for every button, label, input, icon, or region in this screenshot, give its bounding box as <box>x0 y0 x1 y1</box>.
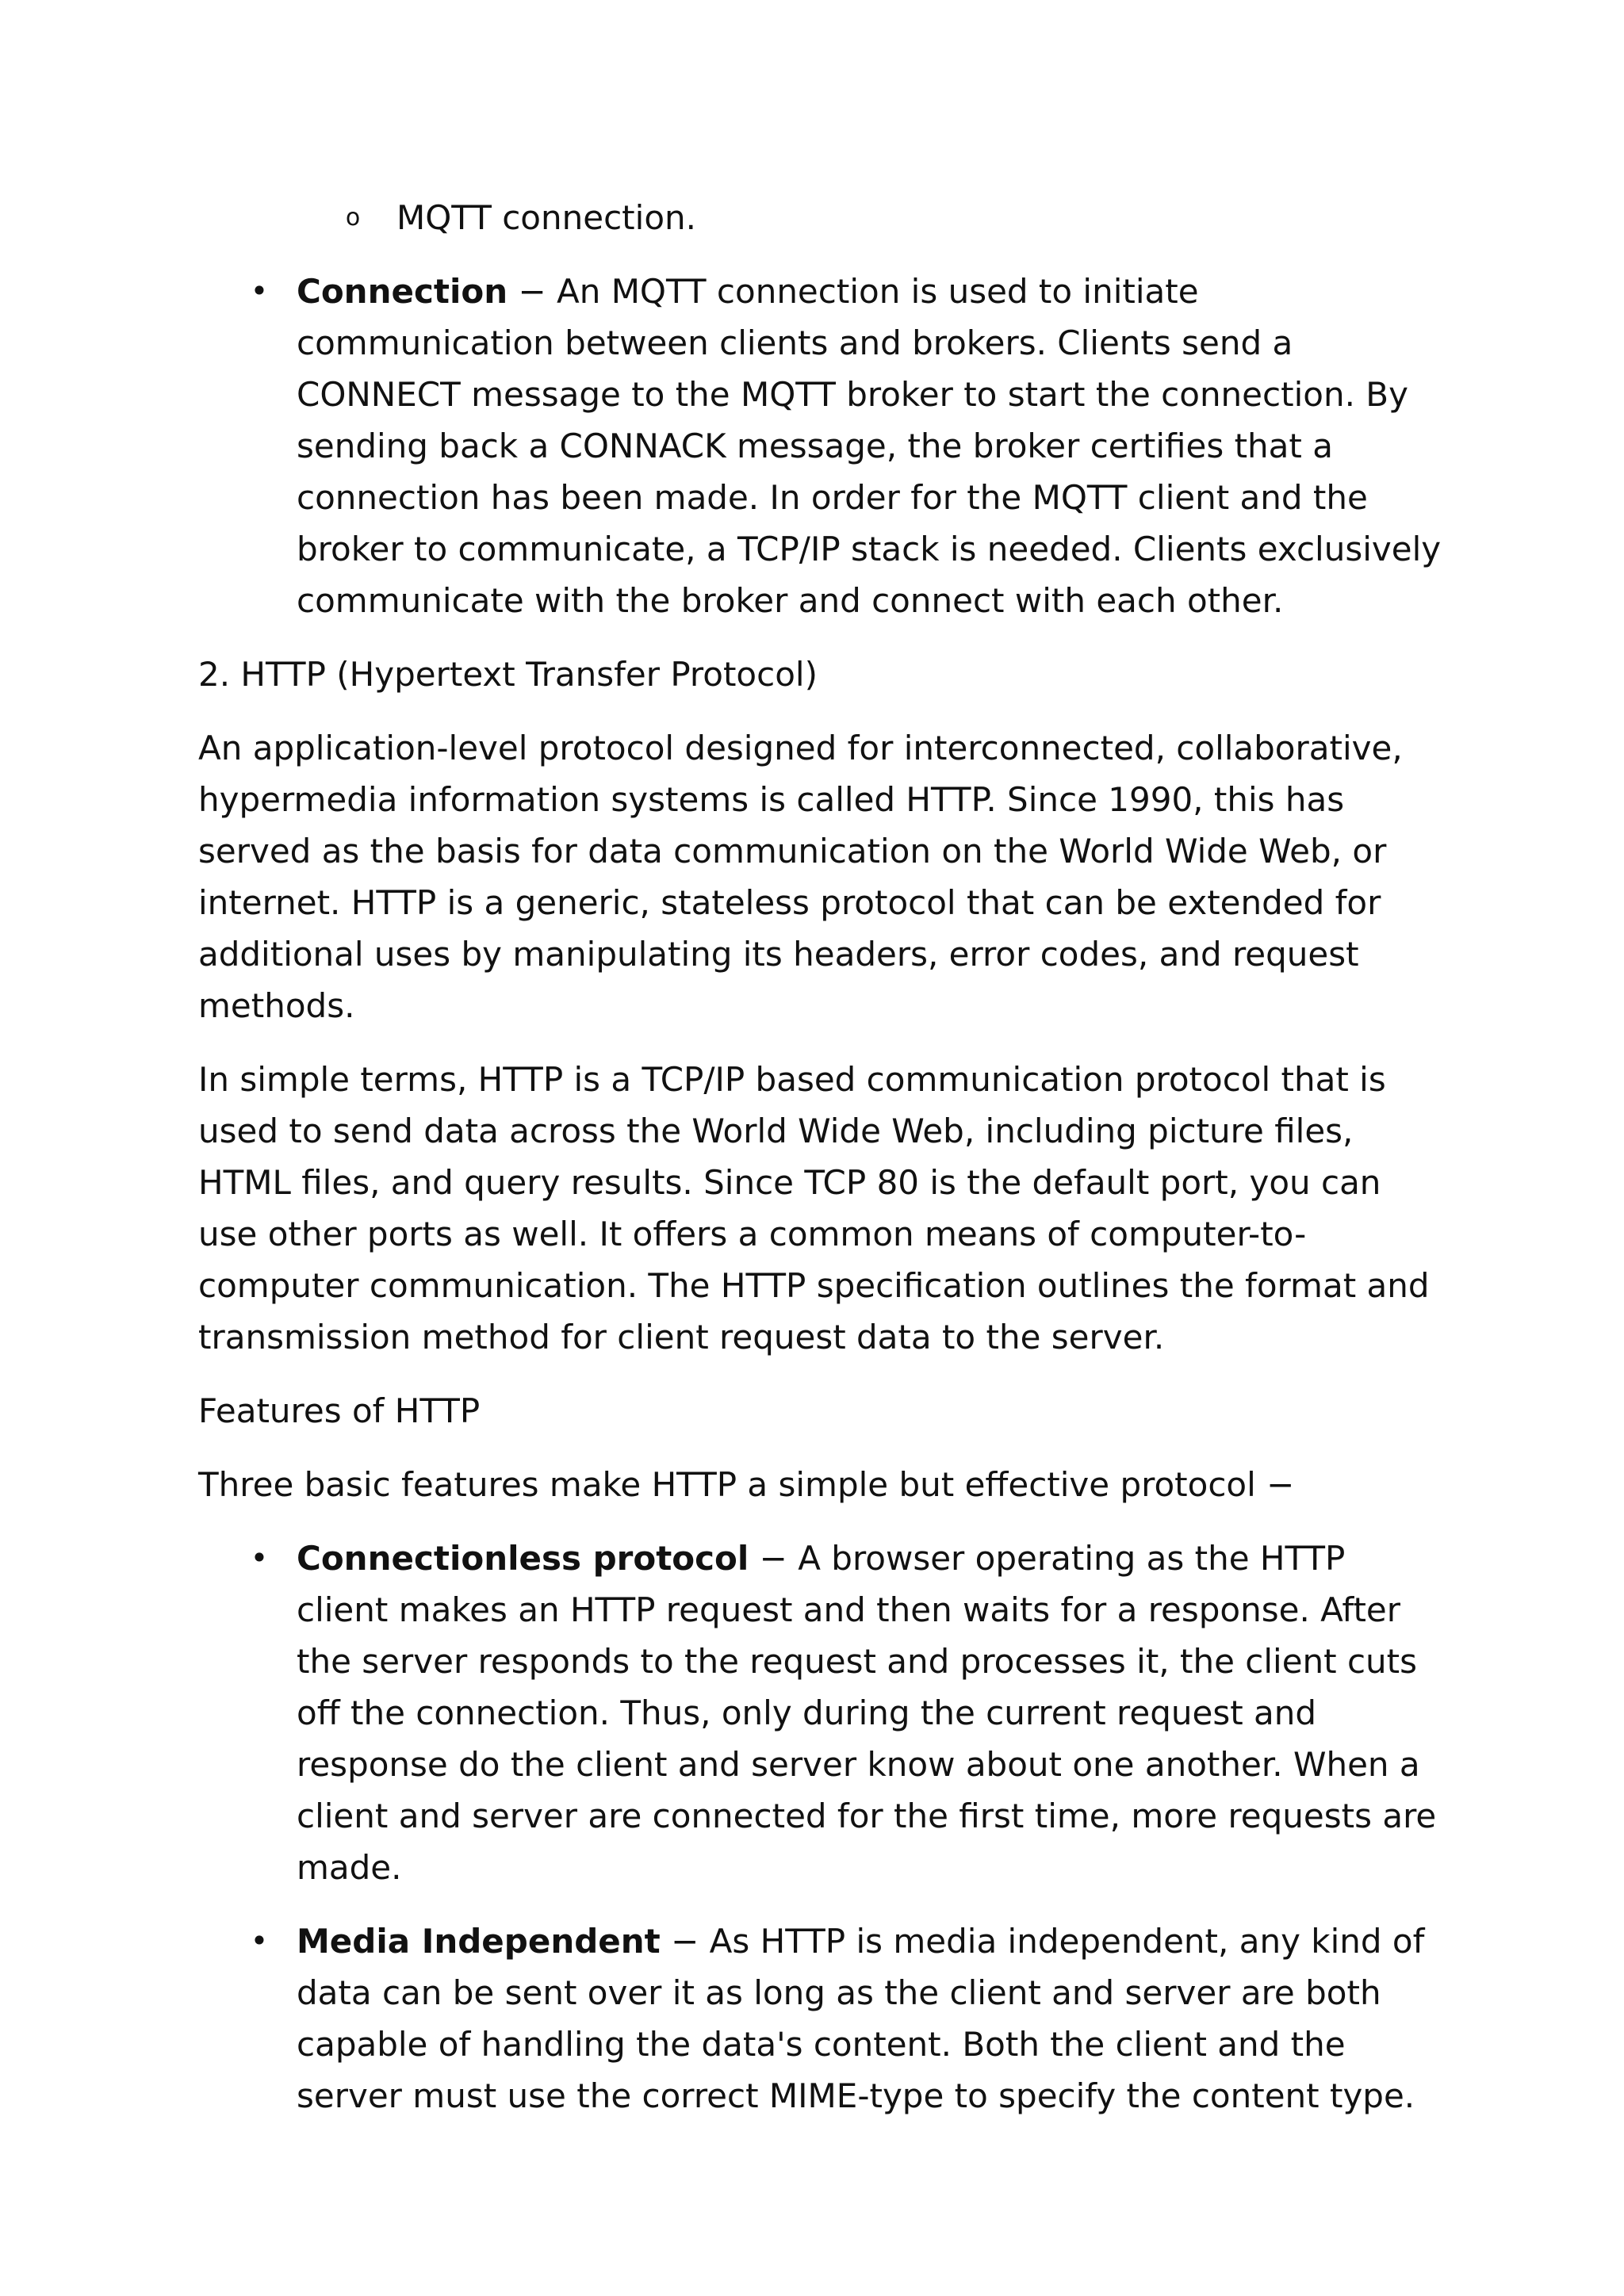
list-item-connection <box>198 266 1443 626</box>
sub-list-item <box>198 192 1443 243</box>
bullet-icon: • <box>250 1923 269 1958</box>
list-item-term: Media Independent <box>297 1922 661 1961</box>
list-item-term: Connectionless protocol <box>297 1539 749 1578</box>
bullet-icon: • <box>250 1540 269 1575</box>
paragraph-http-simple-terms: In simple terms, HTTP is a TCP/IP based communication protocol that is used to send data across the World Wide Web, including picture files, HTML files, and query results. Since TCP 80 is the default port, you can use other ports as well. It offers a common means of computer-to-computer communication. The HTTP specification outlines the format and transmission method for client request data to the server. <box>198 1060 1430 1357</box>
connection-bullet-list <box>198 266 1443 626</box>
sub-list-item-text: MQTT connection. <box>396 198 696 237</box>
list-item-term: Connection <box>297 272 508 311</box>
list-item-text: − An MQTT connection is used to initiate communication between clients and brokers. Clients send a CONNECT message to the MQTT broker to start the connection. By sending back a CONNACK message, the broker certifies that a connection has been made. In order for the MQTT client and the broker to communicate, a TCP/IP stack is needed. Clients exclusively communicate with the broker and connect with each other. <box>297 272 1442 620</box>
list-item-media-independent <box>198 1915 1443 2122</box>
list-item-text: − A browser operating as the HTTP client makes an HTTP request and then waits for a response. After the server responds to the request and processes it, the client cuts off the connection. Thus, only during the current request and response do the client and server know about one another. When a client and server are connected for the first time, more requests are made. <box>297 1539 1437 1887</box>
document-content <box>198 192 1443 2144</box>
list-item-connectionless <box>198 1533 1443 1893</box>
features-bullet-list <box>198 1533 1443 2122</box>
paragraph-features-intro: Three basic features make HTTP a simple but effective protocol − <box>198 1465 1295 1504</box>
section-heading-http: 2. HTTP (Hypertext Transfer Protocol) <box>198 655 818 694</box>
list-item-text: − As HTTP is media independent, any kind of data can be sent over it as long as the client and server are both capable of handling the data's content. Both the client and the server must use the correct MIME-type to specify the content type. <box>297 1922 1425 2115</box>
paragraph-http-definition: An application-level protocol designed for interconnected, collaborative, hypermedia information systems is called HTTP. Since 1990, this has served as the basis for data communication on the World Wide Web, or internet. HTTP is a generic, stateless protocol that can be extended for additional uses by manipulating its headers, error codes, and request methods. <box>198 729 1403 1025</box>
bullet-icon: • <box>250 274 269 308</box>
hollow-bullet-icon: o <box>345 204 361 232</box>
section-heading-features: Features of HTTP <box>198 1391 481 1430</box>
